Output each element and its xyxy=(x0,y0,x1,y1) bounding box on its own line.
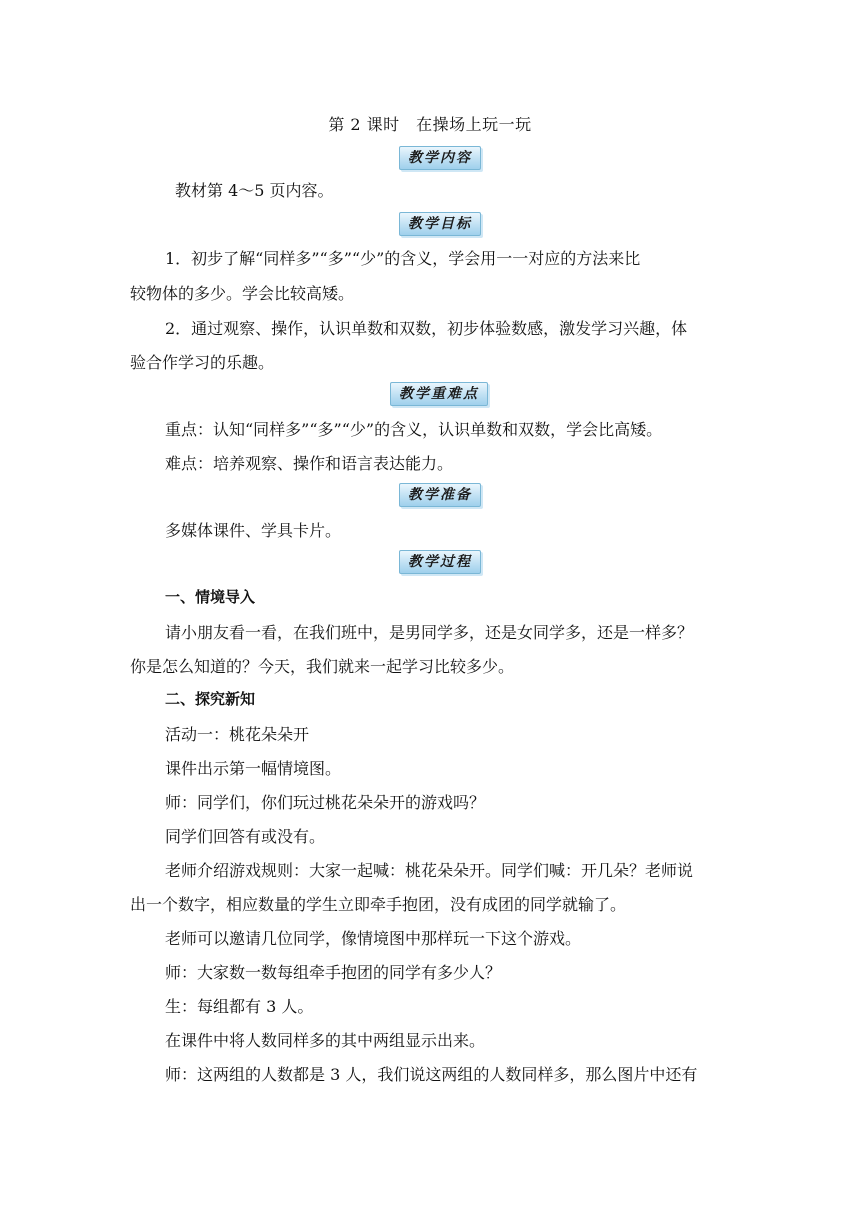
goal-2-line-2: 验合作学习的乐趣。 xyxy=(130,353,275,372)
content-text: 教材第 4～5 页内容。 xyxy=(175,181,334,200)
process-paragraph: 生：每组都有 3 人。 xyxy=(165,997,314,1016)
difficulty-text: 难点：培养观察、操作和语言表达能力。 xyxy=(165,454,454,473)
section-badge-goals: 教学目标 xyxy=(399,212,481,236)
process-paragraph: 师：这两组的人数都是 3 人，我们说这两组的人数同样多，那么图片中还有 xyxy=(165,1065,698,1084)
part-2-title: 二、探究新知 xyxy=(165,690,256,708)
process-paragraph: 在课件中将人数同样多的其中两组显示出来。 xyxy=(165,1031,486,1050)
lesson-title: 第 2 课时 在操场上玩一玩 xyxy=(328,115,532,134)
process-paragraph: 老师介绍游戏规则：大家一起喊：桃花朵朵开。同学们喊：开几朵？老师说 xyxy=(165,861,694,880)
section-badge-preparation: 教学准备 xyxy=(399,483,481,507)
section-badge-process: 教学过程 xyxy=(399,550,481,574)
goal-2-line-1: 2．通过观察、操作，认识单数和双数，初步体验数感，激发学习兴趣，体 xyxy=(165,319,688,338)
preparation-text: 多媒体课件、学具卡片。 xyxy=(165,521,342,540)
section-badge-content: 教学内容 xyxy=(399,146,481,170)
process-paragraph: 同学们回答有或没有。 xyxy=(165,827,326,846)
part-1-line-1: 请小朋友看一看，在我们班中，是男同学多，还是女同学多，还是一样多？ xyxy=(165,623,694,642)
section-badge-key-points: 教学重难点 xyxy=(390,382,488,406)
process-paragraph: 活动一：桃花朵朵开 xyxy=(165,725,310,744)
process-paragraph: 师：大家数一数每组牵手抱团的同学有多少人？ xyxy=(165,963,502,982)
focus-text: 重点：认知“同样多”“多”“少”的含义，认识单数和双数，学会比高矮。 xyxy=(165,420,663,439)
goal-1-line-2: 较物体的多少。学会比较高矮。 xyxy=(130,284,355,303)
part-1-title: 一、情境导入 xyxy=(165,588,256,606)
process-paragraph: 出一个数字，相应数量的学生立即牵手抱团，没有成团的同学就输了。 xyxy=(130,895,627,914)
goal-1-line-1: 1．初步了解“同样多”“多”“少”的含义，学会用一一对应的方法来比 xyxy=(165,249,641,268)
process-paragraph: 老师可以邀请几位同学，像情境图中那样玩一下这个游戏。 xyxy=(165,929,582,948)
process-paragraph: 课件出示第一幅情境图。 xyxy=(165,759,342,778)
process-paragraph: 师：同学们，你们玩过桃花朵朵开的游戏吗？ xyxy=(165,793,486,812)
part-1-line-2: 你是怎么知道的？今天，我们就来一起学习比较多少。 xyxy=(130,657,515,676)
